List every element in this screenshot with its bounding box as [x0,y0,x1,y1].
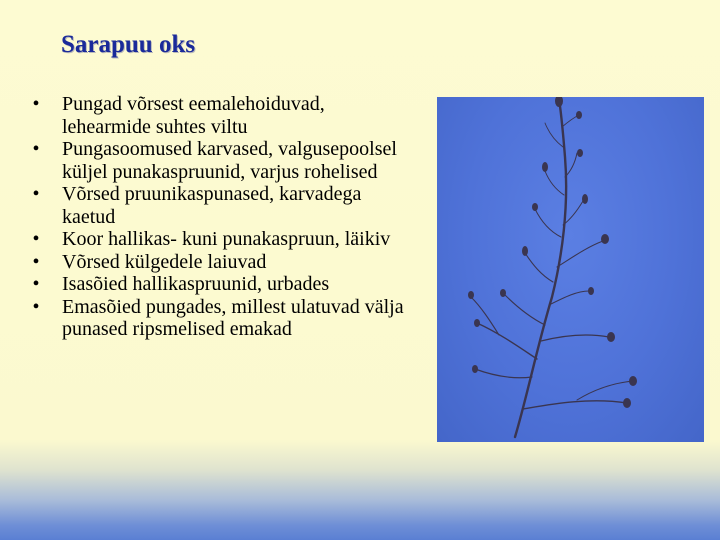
bud [555,97,563,107]
side-branch [545,171,564,195]
bud [500,289,506,297]
bullet-dot-icon: • [32,228,40,250]
side-branch [471,297,499,335]
bud [468,291,474,299]
bullet-dot-icon: • [32,93,40,115]
bullet-text: Emasõied pungades, millest ulatuvad välja punased ripsmelised emakad [62,295,404,340]
bullet-list [26,93,406,341]
bud [582,194,588,204]
side-branch [505,295,545,325]
side-branch [577,381,633,400]
bullet-dot-icon: • [32,183,40,205]
bullet-item [26,251,406,274]
bud [623,398,631,408]
bud [607,332,615,342]
branch-drawing [437,97,704,442]
bullet-text: Pungasoomused karvased, valgusepoolsel küljel punakaspruunid, varjus rohelised [62,138,397,183]
bud [474,319,480,327]
side-branch [557,241,603,267]
side-branch [541,335,609,341]
bullet-dot-icon: • [32,295,40,318]
bud [532,203,538,211]
bud [601,234,609,244]
bud [629,376,637,386]
side-branch [525,253,553,282]
bullet-text: Pungad võrsest eemalehoiduvad, lehearmide suhtes viltu [62,93,325,138]
bullet-item [26,228,406,251]
bullet-item [26,183,406,228]
bullet-dot-icon: • [32,250,40,273]
side-branch [477,323,537,359]
bud [577,149,583,157]
bullet-item [26,93,406,138]
bullet-text: Isasõied hallikaspruunid, urbades [62,273,330,295]
side-branch [549,291,589,305]
bud [472,365,478,373]
bud [588,287,594,295]
slide-title: Sarapuu oks [61,31,196,58]
bud [576,111,582,119]
main-stem [515,99,566,437]
bullet-dot-icon: • [32,273,40,295]
bud [522,246,528,256]
bud [542,162,548,172]
bullet-item [26,273,406,296]
hazel-branch-photo [437,97,704,442]
bullet-text: Koor hallikas- kuni punakaspruun, läikiv [62,228,391,250]
side-branch [535,209,561,237]
side-branch [475,369,532,378]
side-branch [545,123,563,147]
bullet-text: Võrsed pruunikaspunased, karvadega kaetud [62,183,362,228]
bullet-text: Võrsed külgedele laiuvad [62,250,267,273]
bullet-item [26,296,406,341]
side-branch [523,401,627,409]
bullet-dot-icon: • [32,138,40,160]
bullet-item [26,138,406,183]
